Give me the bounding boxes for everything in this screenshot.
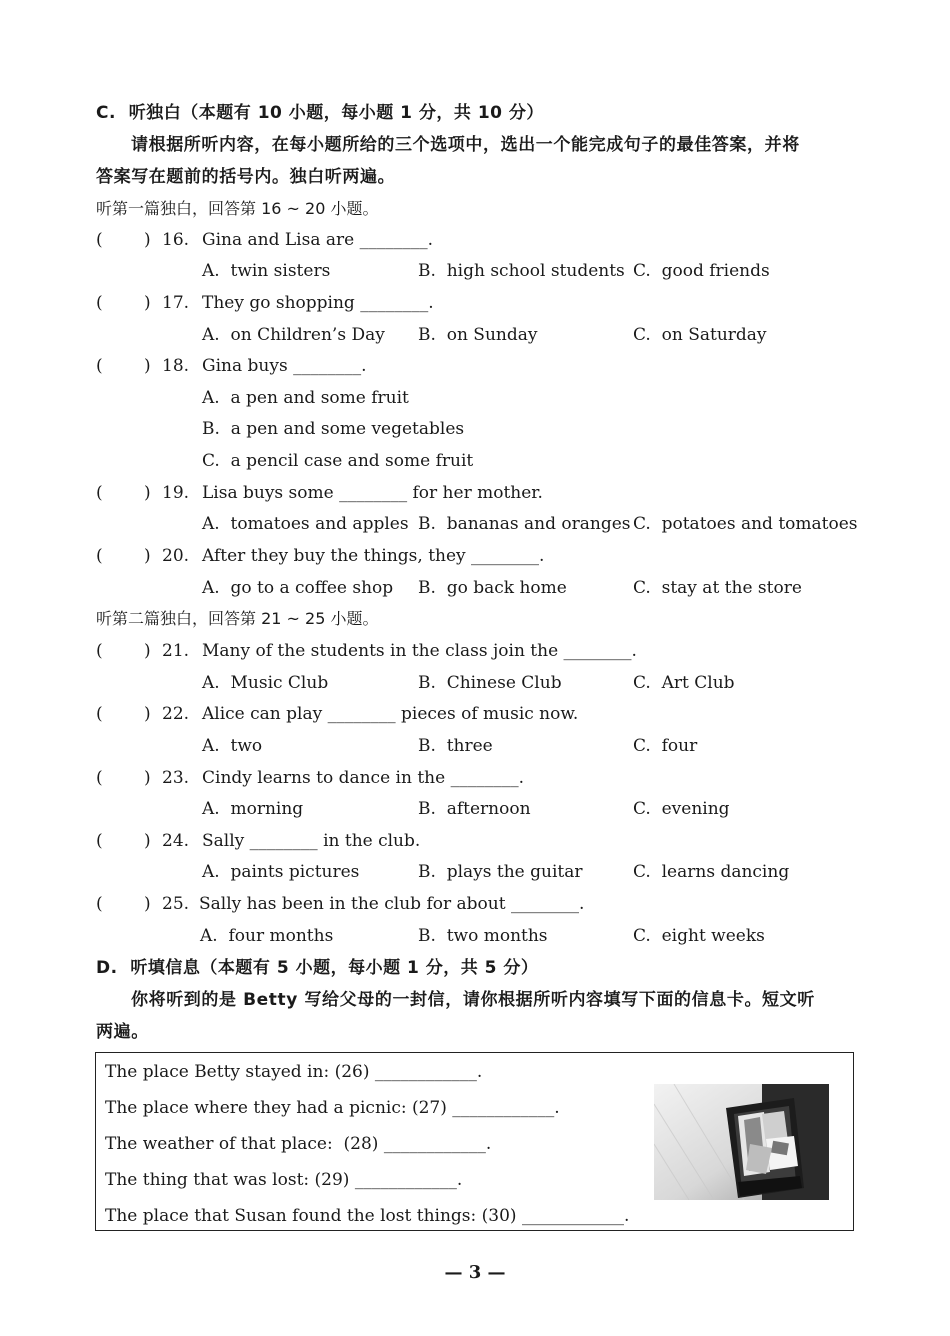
answer-bracket-close[interactable]: ): [144, 483, 151, 503]
question-number: 24.: [162, 831, 190, 851]
question-stem: Sally ________ in the club.: [202, 831, 421, 851]
question-stem: After they buy the things, they ________.: [202, 546, 545, 566]
answer-bracket-close[interactable]: ): [144, 768, 151, 788]
question-stem: Gina buys ________.: [202, 356, 367, 376]
question-number: 22.: [162, 704, 190, 724]
question-25: [96, 893, 876, 915]
answer-bracket-close[interactable]: ): [144, 546, 151, 566]
option-b: B. Chinese Club: [418, 673, 562, 693]
question-stem: Alice can play ________ pieces of music now.: [202, 704, 579, 724]
option-a: A. two: [202, 736, 263, 756]
question-stem: Gina and Lisa are ________.: [202, 230, 433, 250]
info-line-26[interactable]: The place Betty stayed in: (26) ____________.: [105, 1062, 483, 1082]
answer-bracket-close[interactable]: ): [144, 293, 151, 313]
option-c: C. stay at the store: [633, 578, 802, 598]
option-b: B. on Sunday: [418, 325, 538, 345]
option-a: A. paints pictures: [202, 862, 360, 882]
question-20: [96, 545, 876, 567]
question-number: 18.: [162, 356, 190, 376]
option-b: B. two months: [418, 926, 548, 946]
question-number: 21.: [162, 641, 190, 661]
answer-bracket-open[interactable]: (: [96, 831, 103, 851]
option-b: B. a pen and some vegetables: [202, 419, 465, 439]
option-a: A. Music Club: [202, 673, 329, 693]
question-24: [96, 830, 876, 852]
question-number: 25.: [162, 894, 190, 914]
option-b: B. high school students: [418, 261, 625, 281]
answer-bracket-open[interactable]: (: [96, 894, 103, 914]
option-a: A. morning: [202, 799, 304, 819]
answer-bracket-close[interactable]: ): [144, 704, 151, 724]
info-line-27[interactable]: The place where they had a picnic: (27) ____________.: [105, 1098, 560, 1118]
option-a: A. a pen and some fruit: [202, 388, 409, 408]
section-d-instructions-2: 两遍。: [96, 1022, 149, 1042]
option-a: A. go to a coffee shop: [202, 578, 394, 598]
option-b: B. go back home: [418, 578, 567, 598]
part-two-heading: 听第二篇独白，回答第 21 ~ 25 小题。: [96, 609, 379, 628]
section-d-instructions-1: 你将听到的是 Betty 写给父母的一封信，请你根据所听内容填写下面的信息卡。短文听: [131, 990, 815, 1010]
question-18: [96, 355, 876, 377]
answer-bracket-close[interactable]: ): [144, 894, 151, 914]
answer-bracket-close[interactable]: ): [144, 641, 151, 661]
question-number: 20.: [162, 546, 190, 566]
question-number: 16.: [162, 230, 190, 250]
option-c: C. eight weeks: [633, 926, 765, 946]
option-a: A. four months: [200, 926, 334, 946]
option-b: B. bananas and oranges: [418, 514, 631, 534]
option-c: C. on Saturday: [633, 325, 767, 345]
option-c: C. learns dancing: [633, 862, 790, 882]
info-card: [95, 1052, 854, 1231]
section-c-instructions-2: 答案写在题前的括号内。独白听两遍。: [96, 167, 396, 187]
answer-bracket-close[interactable]: ): [144, 230, 151, 250]
question-23: [96, 767, 876, 789]
answer-bracket-open[interactable]: (: [96, 704, 103, 724]
question-19: [96, 482, 876, 504]
answer-bracket-open[interactable]: (: [96, 483, 103, 503]
answer-bracket-close[interactable]: ): [144, 356, 151, 376]
suitcase-photo: [654, 1084, 829, 1200]
question-17: [96, 292, 876, 314]
option-b: B. three: [418, 736, 493, 756]
option-b: B. afternoon: [418, 799, 531, 819]
answer-bracket-close[interactable]: ): [144, 831, 151, 851]
question-21: [96, 640, 876, 662]
option-c: C. good friends: [633, 261, 770, 281]
option-c: C. evening: [633, 799, 730, 819]
option-a: A. twin sisters: [202, 261, 331, 281]
answer-bracket-open[interactable]: (: [96, 230, 103, 250]
answer-bracket-open[interactable]: (: [96, 768, 103, 788]
section-c-heading: C. 听独白（本题有 10 小题，每小题 1 分，共 10 分）: [96, 103, 544, 123]
page-number: — 3 —: [444, 1262, 506, 1283]
option-a: A. on Children’s Day: [202, 325, 385, 345]
answer-bracket-open[interactable]: (: [96, 356, 103, 376]
question-stem: Sally has been in the club for about ________.: [199, 894, 585, 914]
question-number: 19.: [162, 483, 190, 503]
option-c: C. four: [633, 736, 698, 756]
part-one-heading: 听第一篇独白，回答第 16 ~ 20 小题。: [96, 199, 379, 218]
option-b: B. plays the guitar: [418, 862, 583, 882]
question-22: [96, 703, 876, 725]
question-stem: They go shopping ________.: [202, 293, 434, 313]
info-line-28[interactable]: The weather of that place: (28) ____________.: [105, 1134, 492, 1154]
question-number: 23.: [162, 768, 190, 788]
question-stem: Cindy learns to dance in the ________.: [202, 768, 524, 788]
question-stem: Many of the students in the class join the ________.: [202, 641, 637, 661]
question-16: [96, 229, 876, 251]
option-a: A. tomatoes and apples: [202, 514, 409, 534]
info-line-29[interactable]: The thing that was lost: (29) ____________.: [105, 1170, 463, 1190]
option-c: C. potatoes and tomatoes: [633, 514, 858, 534]
answer-bracket-open[interactable]: (: [96, 641, 103, 661]
option-c: C. a pencil case and some fruit: [202, 451, 474, 471]
section-d-heading: D. 听填信息（本题有 5 小题，每小题 1 分，共 5 分）: [96, 958, 539, 978]
section-c-instructions-1: 请根据所听内容，在每小题所给的三个选项中，选出一个能完成句子的最佳答案，并将: [131, 135, 800, 155]
info-line-30[interactable]: The place that Susan found the lost things: (30) ____________.: [105, 1206, 630, 1226]
question-stem: Lisa buys some ________ for her mother.: [202, 483, 543, 503]
option-c: C. Art Club: [633, 673, 735, 693]
answer-bracket-open[interactable]: (: [96, 293, 103, 313]
answer-bracket-open[interactable]: (: [96, 546, 103, 566]
question-number: 17.: [162, 293, 190, 313]
